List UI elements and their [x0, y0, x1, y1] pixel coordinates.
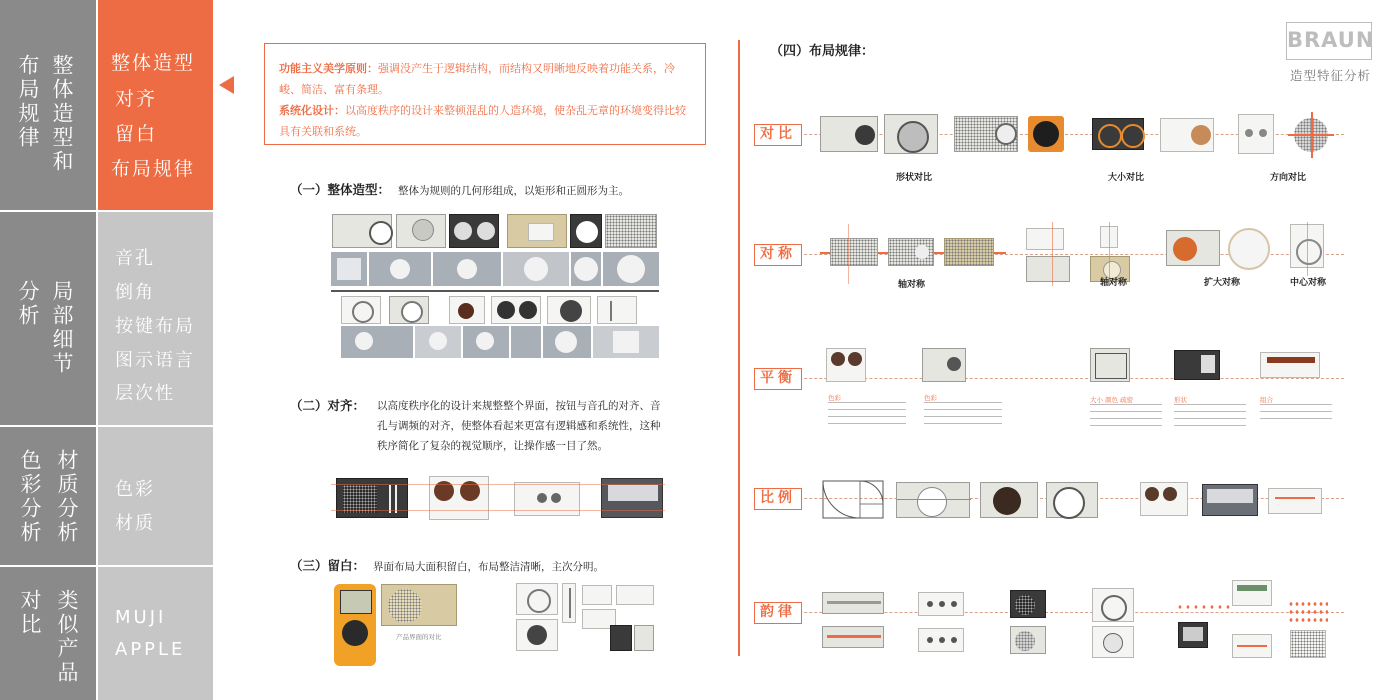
section-title-whitespace: [290, 556, 604, 574]
systematic-text: 以高度秩序的设计来整顿混乱的人造环境，使杂乱无章的环境变得比较具有关联和系统。: [279, 104, 686, 138]
balance-note: [828, 402, 906, 426]
balance-label: 色彩: [828, 394, 841, 402]
caption-expanded-symmetry: 扩大对称: [1204, 278, 1241, 288]
alignment-images: [331, 472, 665, 524]
balance-images: [820, 344, 1340, 384]
whitespace-caption: 产品界面的对比: [396, 633, 442, 641]
balance-label: 组合: [1260, 396, 1273, 404]
nav-category-label: 局部细节: [50, 280, 74, 376]
active-indicator-arrow-icon: [219, 76, 234, 94]
nav-sub-details: [98, 212, 213, 425]
radio-panel-image: [381, 584, 457, 626]
nav-category-label: 对比: [18, 589, 42, 637]
nav-category-label: 类似产品: [55, 589, 79, 685]
nav-category-label: 色彩分析: [18, 449, 42, 545]
balance-label: 形状: [1174, 396, 1187, 404]
caption-central-symmetry: 中心对称: [1290, 278, 1327, 288]
nav-item-material[interactable]: 材质: [115, 513, 155, 534]
nav-sub-color: [98, 427, 213, 565]
nav-item-hierarchy[interactable]: 层次性: [115, 383, 175, 404]
section-desc: 界面布局大面积留白，布局整洁清晰，主次分明。: [373, 561, 605, 573]
nav-item-muji[interactable]: MUJI: [115, 607, 167, 628]
nav-category-label: 整体造型和: [50, 54, 74, 174]
golden-spiral-icon: [822, 480, 884, 520]
caption-axis-symmetry-2: 轴对称: [1100, 278, 1128, 288]
caption-shape-contrast: 形状对比: [896, 173, 933, 183]
nav-item-layout-rules[interactable]: 布局规律: [111, 158, 196, 180]
shape-grid-image: [331, 212, 659, 358]
section-title-text: （一）整体造型：: [290, 182, 391, 197]
section-title-text: （三）留白：: [290, 558, 366, 573]
functional-label: 功能主义美学原则：: [279, 62, 378, 75]
balance-label: 大小 颜色 疏密: [1090, 396, 1134, 404]
nav-category-layout[interactable]: [0, 0, 96, 210]
nav-category-color[interactable]: [0, 427, 96, 565]
functional-text: 强调没产生于逻辑结构，而结构又明晰地反映着功能关系，冷峻、简洁、富有条理。: [279, 62, 675, 96]
section-desc: 整体为规则的几何形组成，以矩形和正圆形为主。: [398, 185, 630, 197]
section-title-overall-shape: [290, 180, 629, 198]
nav-item-button-layout[interactable]: 按键布局: [115, 316, 195, 337]
nav-category-label: 分析: [16, 280, 40, 328]
proportion-images: [822, 480, 1342, 520]
balance-note: [1260, 404, 1332, 420]
tag-symmetry[interactable]: 对称: [754, 244, 802, 266]
multimeter-image: [334, 584, 376, 666]
nav-item-apple[interactable]: APPLE: [115, 639, 186, 660]
nav-item-color[interactable]: 色彩: [115, 479, 155, 500]
tag-contrast[interactable]: 对比: [754, 124, 802, 146]
nav-item-sound-holes[interactable]: 音孔: [115, 248, 155, 269]
vertical-divider: [738, 40, 740, 656]
nav-category-label: 材质分析: [55, 449, 79, 545]
nav-item-overall-shape[interactable]: 整体造型: [111, 52, 196, 74]
balance-note: [924, 402, 1002, 426]
braun-logo: BRAUN: [1286, 22, 1372, 60]
nav-sub-compare: [98, 567, 213, 700]
caption-size-contrast: 大小对比: [1108, 173, 1145, 183]
whitespace-collage: [516, 583, 658, 653]
alignment-desc: 以高度秩序化的设计来规整整个界面，按钮与音孔的对齐、音孔与调频的对齐，使整体看起来更富有逻辑感和系统性，这种秩序简化了复杂的视觉顺序，让操作感一目了然。: [377, 400, 661, 452]
balance-label: 色彩: [924, 394, 937, 402]
caption-axis-symmetry: 轴对称: [898, 280, 926, 290]
nav-category-compare[interactable]: [0, 567, 96, 700]
tag-rhythm[interactable]: 韵律: [754, 602, 802, 624]
systematic-label: 系统化设计：: [279, 104, 345, 117]
rhythm-images: [820, 580, 1340, 662]
contrast-images: [818, 112, 1338, 158]
nav-item-alignment[interactable]: 对齐: [115, 88, 158, 110]
balance-note: [1174, 404, 1246, 428]
caption-direction-contrast: 方向对比: [1270, 173, 1307, 183]
section-title-layout-rules: （四）布局规律：: [770, 44, 875, 59]
nav-item-icon-language[interactable]: 图示语言: [115, 350, 195, 371]
nav-category-analysis[interactable]: [0, 212, 96, 425]
section-title-alignment: （二）对齐：: [290, 398, 366, 413]
nav-item-chamfer[interactable]: 倒角: [115, 282, 155, 303]
tag-proportion[interactable]: 比例: [754, 488, 802, 510]
principle-box: [264, 43, 706, 145]
brand-subtitle: 造型特征分析: [1290, 68, 1372, 83]
balance-note: [1090, 404, 1162, 428]
nav-category-label: 布局规律: [16, 54, 40, 150]
nav-sub-layout: [98, 0, 213, 210]
tag-balance[interactable]: 平衡: [754, 368, 802, 390]
nav-item-whitespace[interactable]: 留白: [115, 123, 158, 145]
